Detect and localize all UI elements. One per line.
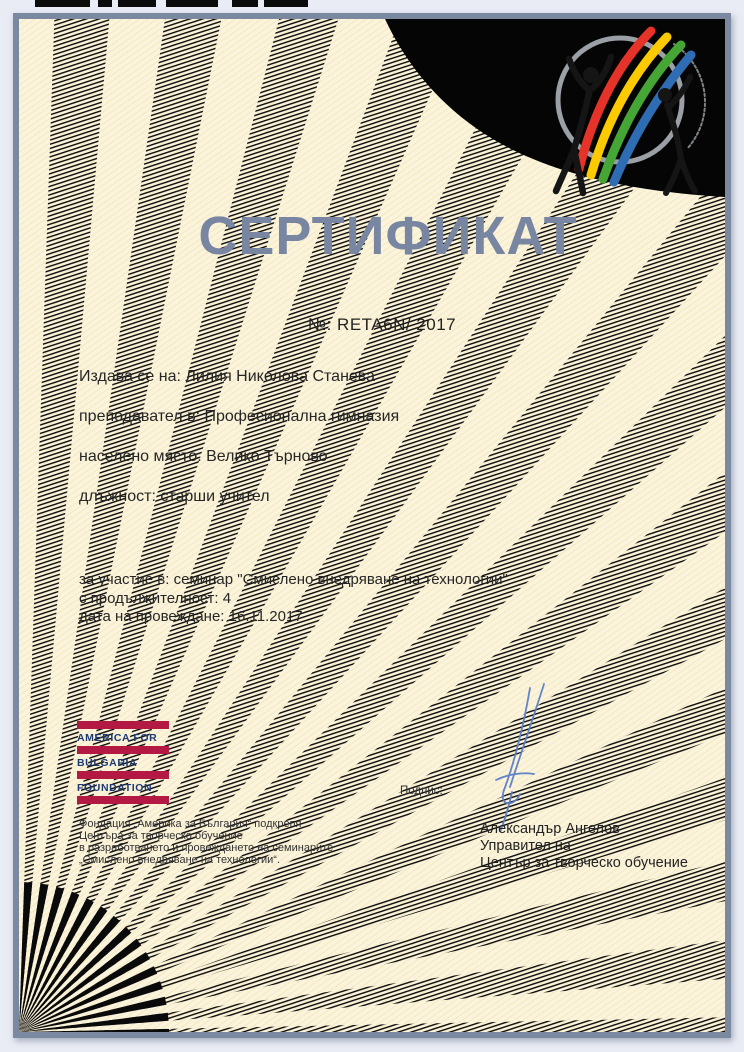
afb-logo-line: AMERICA FOR [77,731,158,744]
afb-red-bar [77,746,169,754]
certificate-number: №: RETA6N/ 2017 [307,315,457,334]
signatory-block [480,821,688,871]
sponsor-note-line: „Смислено внедряване на технологии“. [79,853,281,866]
afb-logo-line: FOUNDATION [77,781,153,794]
sunburst-background [19,19,725,1032]
certificate-frame [13,13,731,1038]
certificate-title: СЕРТИФИКАТ [198,206,578,266]
afb-logo-line: BULGARIA [77,756,138,769]
date-line: дата на провеждане: 16.11.2017 [79,608,303,625]
signature-label: Подпис: [400,785,443,797]
participation-details [79,571,508,627]
sponsor-note-line: Фондация „Америка за България“ подкрепя [79,818,302,830]
afb-red-bar [77,771,169,779]
signatory-name: Александър Ангелов [480,821,620,837]
issued-to-line: Издава се на: Лилия Николова Станева [79,368,376,385]
recipient-fields [79,357,399,517]
signatory-role: Управител на [480,837,571,854]
job-title-line: длъжност: старши учител [79,488,270,505]
certificate-paper [19,19,725,1032]
location-line: населено място: Велико Търново [79,448,328,465]
signatory-organization: Център за творческо обучение [480,854,688,871]
afb-red-bar [77,796,169,804]
afb-red-bar [77,721,169,729]
afb-logo [77,721,169,804]
sponsor-note-line: в разработването и провеждането на семинарите [79,841,334,854]
sponsor-note [79,819,333,867]
handwritten-signature [474,682,584,832]
position-line: преподавател в: Професионална гимназия [79,408,400,425]
duration-line: с продължителност: 4 [79,589,232,607]
sponsor-note-line: Центъра за творческо обучение [79,829,243,842]
seminar-line: за участие в: семинар "Смислено внедряване на технологии" [79,571,508,588]
cropped-heading-fragments [35,0,308,7]
